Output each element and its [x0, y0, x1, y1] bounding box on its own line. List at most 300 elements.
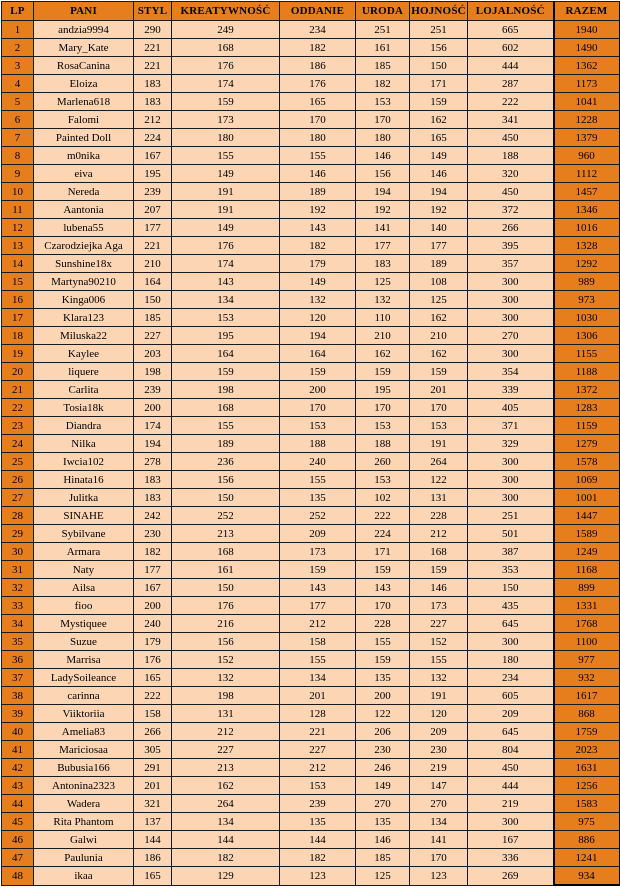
table-row — [2, 57, 620, 75]
cell-styl: 183 — [134, 93, 172, 111]
cell-lojalnosc: 269 — [468, 867, 554, 886]
cell-lp: 45 — [2, 813, 34, 831]
header-lp: LP — [2, 2, 34, 21]
cell-pani: Mary_Kate — [34, 39, 134, 57]
cell-kreatywnosc: 168 — [172, 399, 280, 417]
cell-kreatywnosc: 264 — [172, 795, 280, 813]
cell-oddanie: 189 — [280, 183, 356, 201]
cell-styl: 167 — [134, 579, 172, 597]
table-row — [2, 579, 620, 597]
cell-styl: 212 — [134, 111, 172, 129]
cell-hojnosc: 140 — [410, 219, 468, 237]
cell-oddanie: 144 — [280, 831, 356, 849]
cell-uroda: 153 — [356, 93, 410, 111]
cell-razem: 1346 — [554, 201, 620, 219]
cell-styl: 291 — [134, 759, 172, 777]
table-row — [2, 705, 620, 723]
cell-pani: Marlena618 — [34, 93, 134, 111]
cell-hojnosc: 159 — [410, 93, 468, 111]
cell-lp: 31 — [2, 561, 34, 579]
cell-hojnosc: 227 — [410, 615, 468, 633]
cell-razem: 1768 — [554, 615, 620, 633]
cell-oddanie: 194 — [280, 327, 356, 345]
cell-hojnosc: 201 — [410, 381, 468, 399]
cell-lp: 13 — [2, 237, 34, 255]
cell-lojalnosc: 804 — [468, 741, 554, 759]
table-row — [2, 561, 620, 579]
cell-hojnosc: 210 — [410, 327, 468, 345]
cell-styl: 290 — [134, 21, 172, 39]
cell-kreatywnosc: 156 — [172, 471, 280, 489]
cell-uroda: 135 — [356, 669, 410, 687]
cell-razem: 868 — [554, 705, 620, 723]
table-row — [2, 291, 620, 309]
cell-styl: 266 — [134, 723, 172, 741]
header-oddanie: ODDANIE — [280, 2, 356, 21]
cell-razem: 1173 — [554, 75, 620, 93]
cell-oddanie: 212 — [280, 615, 356, 633]
cell-styl: 222 — [134, 687, 172, 705]
cell-styl: 150 — [134, 291, 172, 309]
cell-oddanie: 159 — [280, 363, 356, 381]
cell-kreatywnosc: 149 — [172, 219, 280, 237]
cell-lp: 4 — [2, 75, 34, 93]
cell-kreatywnosc: 198 — [172, 381, 280, 399]
cell-oddanie: 240 — [280, 453, 356, 471]
cell-uroda: 156 — [356, 165, 410, 183]
cell-kreatywnosc: 227 — [172, 741, 280, 759]
cell-lojalnosc: 300 — [468, 273, 554, 291]
cell-lp: 12 — [2, 219, 34, 237]
cell-lp: 35 — [2, 633, 34, 651]
cell-lojalnosc: 605 — [468, 687, 554, 705]
cell-razem: 1372 — [554, 381, 620, 399]
cell-lojalnosc: 209 — [468, 705, 554, 723]
cell-hojnosc: 191 — [410, 687, 468, 705]
cell-uroda: 153 — [356, 471, 410, 489]
cell-lojalnosc: 266 — [468, 219, 554, 237]
cell-razem: 1241 — [554, 849, 620, 867]
cell-uroda: 155 — [356, 633, 410, 651]
table-row — [2, 795, 620, 813]
cell-hojnosc: 209 — [410, 723, 468, 741]
cell-razem: 1578 — [554, 453, 620, 471]
cell-hojnosc: 155 — [410, 651, 468, 669]
cell-lojalnosc: 300 — [468, 471, 554, 489]
cell-pani: Falomi — [34, 111, 134, 129]
cell-kreatywnosc: 155 — [172, 147, 280, 165]
cell-hojnosc: 173 — [410, 597, 468, 615]
cell-razem: 1292 — [554, 255, 620, 273]
cell-lp: 23 — [2, 417, 34, 435]
cell-styl: 177 — [134, 561, 172, 579]
cell-razem: 1228 — [554, 111, 620, 129]
cell-pani: m0nika — [34, 147, 134, 165]
cell-uroda: 102 — [356, 489, 410, 507]
table-body — [2, 21, 620, 886]
table-row — [2, 597, 620, 615]
cell-razem: 932 — [554, 669, 620, 687]
cell-kreatywnosc: 159 — [172, 93, 280, 111]
cell-lp: 30 — [2, 543, 34, 561]
cell-uroda: 206 — [356, 723, 410, 741]
cell-uroda: 183 — [356, 255, 410, 273]
cell-styl: 167 — [134, 147, 172, 165]
cell-hojnosc: 251 — [410, 21, 468, 39]
cell-kreatywnosc: 213 — [172, 525, 280, 543]
table-row — [2, 219, 620, 237]
cell-oddanie: 170 — [280, 399, 356, 417]
cell-lojalnosc: 300 — [468, 453, 554, 471]
cell-kreatywnosc: 159 — [172, 363, 280, 381]
cell-lojalnosc: 387 — [468, 543, 554, 561]
cell-styl: 185 — [134, 309, 172, 327]
cell-uroda: 132 — [356, 291, 410, 309]
cell-pani: Mystiquee — [34, 615, 134, 633]
cell-lp: 10 — [2, 183, 34, 201]
cell-lp: 46 — [2, 831, 34, 849]
cell-lp: 40 — [2, 723, 34, 741]
cell-oddanie: 177 — [280, 597, 356, 615]
cell-kreatywnosc: 249 — [172, 21, 280, 39]
cell-lp: 3 — [2, 57, 34, 75]
cell-lojalnosc: 219 — [468, 795, 554, 813]
cell-uroda: 146 — [356, 147, 410, 165]
cell-razem: 1100 — [554, 633, 620, 651]
cell-razem: 975 — [554, 813, 620, 831]
cell-lp: 32 — [2, 579, 34, 597]
cell-kreatywnosc: 176 — [172, 57, 280, 75]
cell-lojalnosc: 645 — [468, 615, 554, 633]
cell-razem: 1490 — [554, 39, 620, 57]
cell-lp: 41 — [2, 741, 34, 759]
cell-pani: Bubusia166 — [34, 759, 134, 777]
cell-razem: 1328 — [554, 237, 620, 255]
cell-lp: 39 — [2, 705, 34, 723]
cell-oddanie: 155 — [280, 471, 356, 489]
cell-lp: 17 — [2, 309, 34, 327]
cell-lojalnosc: 300 — [468, 345, 554, 363]
cell-styl: 158 — [134, 705, 172, 723]
cell-lp: 7 — [2, 129, 34, 147]
cell-oddanie: 153 — [280, 777, 356, 795]
cell-lojalnosc: 222 — [468, 93, 554, 111]
cell-lojalnosc: 300 — [468, 291, 554, 309]
cell-oddanie: 182 — [280, 39, 356, 57]
cell-oddanie: 180 — [280, 129, 356, 147]
header-uroda: URODA — [356, 2, 410, 21]
cell-kreatywnosc: 174 — [172, 255, 280, 273]
cell-lp: 6 — [2, 111, 34, 129]
cell-hojnosc: 212 — [410, 525, 468, 543]
cell-styl: 227 — [134, 327, 172, 345]
cell-razem: 1362 — [554, 57, 620, 75]
cell-razem: 1188 — [554, 363, 620, 381]
cell-kreatywnosc: 164 — [172, 345, 280, 363]
cell-lojalnosc: 450 — [468, 183, 554, 201]
cell-pani: Nereda — [34, 183, 134, 201]
cell-hojnosc: 108 — [410, 273, 468, 291]
cell-hojnosc: 123 — [410, 867, 468, 886]
cell-lp: 26 — [2, 471, 34, 489]
cell-pani: RosaCanina — [34, 57, 134, 75]
cell-uroda: 185 — [356, 57, 410, 75]
cell-lp: 16 — [2, 291, 34, 309]
table-row — [2, 327, 620, 345]
cell-pani: Viiktoriia — [34, 705, 134, 723]
cell-razem: 1583 — [554, 795, 620, 813]
cell-lp: 11 — [2, 201, 34, 219]
cell-hojnosc: 165 — [410, 129, 468, 147]
cell-oddanie: 155 — [280, 147, 356, 165]
cell-lp: 22 — [2, 399, 34, 417]
cell-pani: liquere — [34, 363, 134, 381]
table-row — [2, 489, 620, 507]
cell-pani: carinna — [34, 687, 134, 705]
cell-uroda: 161 — [356, 39, 410, 57]
cell-lp: 48 — [2, 867, 34, 886]
cell-razem: 899 — [554, 579, 620, 597]
cell-razem: 1168 — [554, 561, 620, 579]
cell-oddanie: 143 — [280, 579, 356, 597]
cell-uroda: 149 — [356, 777, 410, 795]
cell-lp: 43 — [2, 777, 34, 795]
cell-hojnosc: 162 — [410, 345, 468, 363]
cell-hojnosc: 170 — [410, 399, 468, 417]
cell-styl: 198 — [134, 363, 172, 381]
cell-razem: 1030 — [554, 309, 620, 327]
cell-uroda: 141 — [356, 219, 410, 237]
cell-razem: 960 — [554, 147, 620, 165]
cell-kreatywnosc: 198 — [172, 687, 280, 705]
cell-uroda: 170 — [356, 597, 410, 615]
cell-oddanie: 134 — [280, 669, 356, 687]
cell-lojalnosc: 395 — [468, 237, 554, 255]
cell-uroda: 222 — [356, 507, 410, 525]
cell-oddanie: 186 — [280, 57, 356, 75]
cell-kreatywnosc: 153 — [172, 309, 280, 327]
table-row — [2, 363, 620, 381]
cell-pani: Rita Phantom — [34, 813, 134, 831]
cell-styl: 177 — [134, 219, 172, 237]
cell-lojalnosc: 251 — [468, 507, 554, 525]
cell-styl: 137 — [134, 813, 172, 831]
cell-pani: Aantonia — [34, 201, 134, 219]
cell-pani: SINAHE — [34, 507, 134, 525]
cell-kreatywnosc: 182 — [172, 849, 280, 867]
cell-styl: 221 — [134, 39, 172, 57]
cell-razem: 973 — [554, 291, 620, 309]
cell-styl: 195 — [134, 165, 172, 183]
cell-uroda: 246 — [356, 759, 410, 777]
table-row — [2, 399, 620, 417]
cell-hojnosc: 159 — [410, 561, 468, 579]
cell-lojalnosc: 372 — [468, 201, 554, 219]
cell-uroda: 143 — [356, 579, 410, 597]
cell-hojnosc: 170 — [410, 849, 468, 867]
cell-razem: 977 — [554, 651, 620, 669]
table-row — [2, 723, 620, 741]
cell-lojalnosc: 405 — [468, 399, 554, 417]
cell-razem: 1155 — [554, 345, 620, 363]
cell-styl: 224 — [134, 129, 172, 147]
cell-lp: 44 — [2, 795, 34, 813]
table-row — [2, 75, 620, 93]
table-row — [2, 615, 620, 633]
cell-lp: 37 — [2, 669, 34, 687]
cell-hojnosc: 194 — [410, 183, 468, 201]
cell-uroda: 170 — [356, 399, 410, 417]
cell-uroda: 194 — [356, 183, 410, 201]
cell-hojnosc: 153 — [410, 417, 468, 435]
table-row — [2, 831, 620, 849]
cell-lojalnosc: 167 — [468, 831, 554, 849]
cell-kreatywnosc: 176 — [172, 597, 280, 615]
cell-uroda: 159 — [356, 561, 410, 579]
cell-oddanie: 188 — [280, 435, 356, 453]
cell-pani: Naty — [34, 561, 134, 579]
cell-uroda: 110 — [356, 309, 410, 327]
cell-kreatywnosc: 155 — [172, 417, 280, 435]
cell-styl: 200 — [134, 399, 172, 417]
cell-hojnosc: 162 — [410, 309, 468, 327]
table-row — [2, 867, 620, 886]
cell-uroda: 125 — [356, 867, 410, 886]
cell-uroda: 224 — [356, 525, 410, 543]
cell-uroda: 188 — [356, 435, 410, 453]
cell-lp: 42 — [2, 759, 34, 777]
cell-lojalnosc: 329 — [468, 435, 554, 453]
cell-oddanie: 209 — [280, 525, 356, 543]
cell-pani: Antonina2323 — [34, 777, 134, 795]
cell-razem: 2023 — [554, 741, 620, 759]
cell-razem: 1631 — [554, 759, 620, 777]
cell-kreatywnosc: 236 — [172, 453, 280, 471]
cell-hojnosc: 159 — [410, 363, 468, 381]
cell-razem: 1306 — [554, 327, 620, 345]
cell-lojalnosc: 450 — [468, 759, 554, 777]
cell-lojalnosc: 450 — [468, 129, 554, 147]
cell-uroda: 180 — [356, 129, 410, 147]
cell-kreatywnosc: 189 — [172, 435, 280, 453]
cell-hojnosc: 156 — [410, 39, 468, 57]
table-row — [2, 777, 620, 795]
cell-lojalnosc: 339 — [468, 381, 554, 399]
cell-styl: 165 — [134, 867, 172, 886]
cell-kreatywnosc: 212 — [172, 723, 280, 741]
table-row — [2, 39, 620, 57]
cell-pani: Carlita — [34, 381, 134, 399]
table-row — [2, 237, 620, 255]
table-row — [2, 147, 620, 165]
cell-lojalnosc: 300 — [468, 309, 554, 327]
cell-styl: 230 — [134, 525, 172, 543]
cell-uroda: 228 — [356, 615, 410, 633]
cell-hojnosc: 122 — [410, 471, 468, 489]
cell-hojnosc: 132 — [410, 669, 468, 687]
cell-hojnosc: 270 — [410, 795, 468, 813]
cell-uroda: 162 — [356, 345, 410, 363]
cell-kreatywnosc: 173 — [172, 111, 280, 129]
cell-lp: 47 — [2, 849, 34, 867]
cell-pani: Kinga006 — [34, 291, 134, 309]
cell-uroda: 185 — [356, 849, 410, 867]
cell-razem: 1016 — [554, 219, 620, 237]
cell-pani: Amelia83 — [34, 723, 134, 741]
cell-oddanie: 182 — [280, 237, 356, 255]
cell-lojalnosc: 341 — [468, 111, 554, 129]
table-row — [2, 165, 620, 183]
cell-styl: 239 — [134, 381, 172, 399]
cell-kreatywnosc: 129 — [172, 867, 280, 886]
cell-kreatywnosc: 191 — [172, 183, 280, 201]
cell-kreatywnosc: 191 — [172, 201, 280, 219]
table-row — [2, 651, 620, 669]
cell-pani: Iwcia102 — [34, 453, 134, 471]
cell-pani: Marrisa — [34, 651, 134, 669]
cell-oddanie: 239 — [280, 795, 356, 813]
table-row — [2, 129, 620, 147]
cell-styl: 240 — [134, 615, 172, 633]
table-row — [2, 507, 620, 525]
cell-kreatywnosc: 168 — [172, 39, 280, 57]
cell-kreatywnosc: 216 — [172, 615, 280, 633]
cell-lojalnosc: 270 — [468, 327, 554, 345]
cell-oddanie: 227 — [280, 741, 356, 759]
cell-uroda: 125 — [356, 273, 410, 291]
cell-lojalnosc: 357 — [468, 255, 554, 273]
table-row — [2, 543, 620, 561]
cell-hojnosc: 152 — [410, 633, 468, 651]
cell-pani: Paulunia — [34, 849, 134, 867]
table-row — [2, 345, 620, 363]
cell-oddanie: 123 — [280, 867, 356, 886]
cell-styl: 165 — [134, 669, 172, 687]
cell-razem: 1249 — [554, 543, 620, 561]
cell-uroda: 177 — [356, 237, 410, 255]
cell-uroda: 195 — [356, 381, 410, 399]
cell-pani: Wadera — [34, 795, 134, 813]
cell-lp: 20 — [2, 363, 34, 381]
cell-hojnosc: 131 — [410, 489, 468, 507]
cell-razem: 1617 — [554, 687, 620, 705]
cell-pani: ikaa — [34, 867, 134, 886]
cell-hojnosc: 146 — [410, 165, 468, 183]
header-hojnosc: HOJNOŚĆ — [410, 2, 468, 21]
cell-razem: 1331 — [554, 597, 620, 615]
cell-razem: 1159 — [554, 417, 620, 435]
table-row — [2, 111, 620, 129]
cell-lojalnosc: 180 — [468, 651, 554, 669]
cell-lojalnosc: 371 — [468, 417, 554, 435]
cell-uroda: 171 — [356, 543, 410, 561]
cell-razem: 886 — [554, 831, 620, 849]
cell-razem: 1256 — [554, 777, 620, 795]
cell-hojnosc: 219 — [410, 759, 468, 777]
cell-lp: 38 — [2, 687, 34, 705]
cell-styl: 203 — [134, 345, 172, 363]
cell-lojalnosc: 300 — [468, 813, 554, 831]
table-row — [2, 759, 620, 777]
cell-styl: 239 — [134, 183, 172, 201]
cell-styl: 164 — [134, 273, 172, 291]
cell-lojalnosc: 188 — [468, 147, 554, 165]
cell-uroda: 159 — [356, 651, 410, 669]
cell-pani: LadySoileance — [34, 669, 134, 687]
cell-kreatywnosc: 152 — [172, 651, 280, 669]
table-row — [2, 417, 620, 435]
cell-pani: lubena55 — [34, 219, 134, 237]
